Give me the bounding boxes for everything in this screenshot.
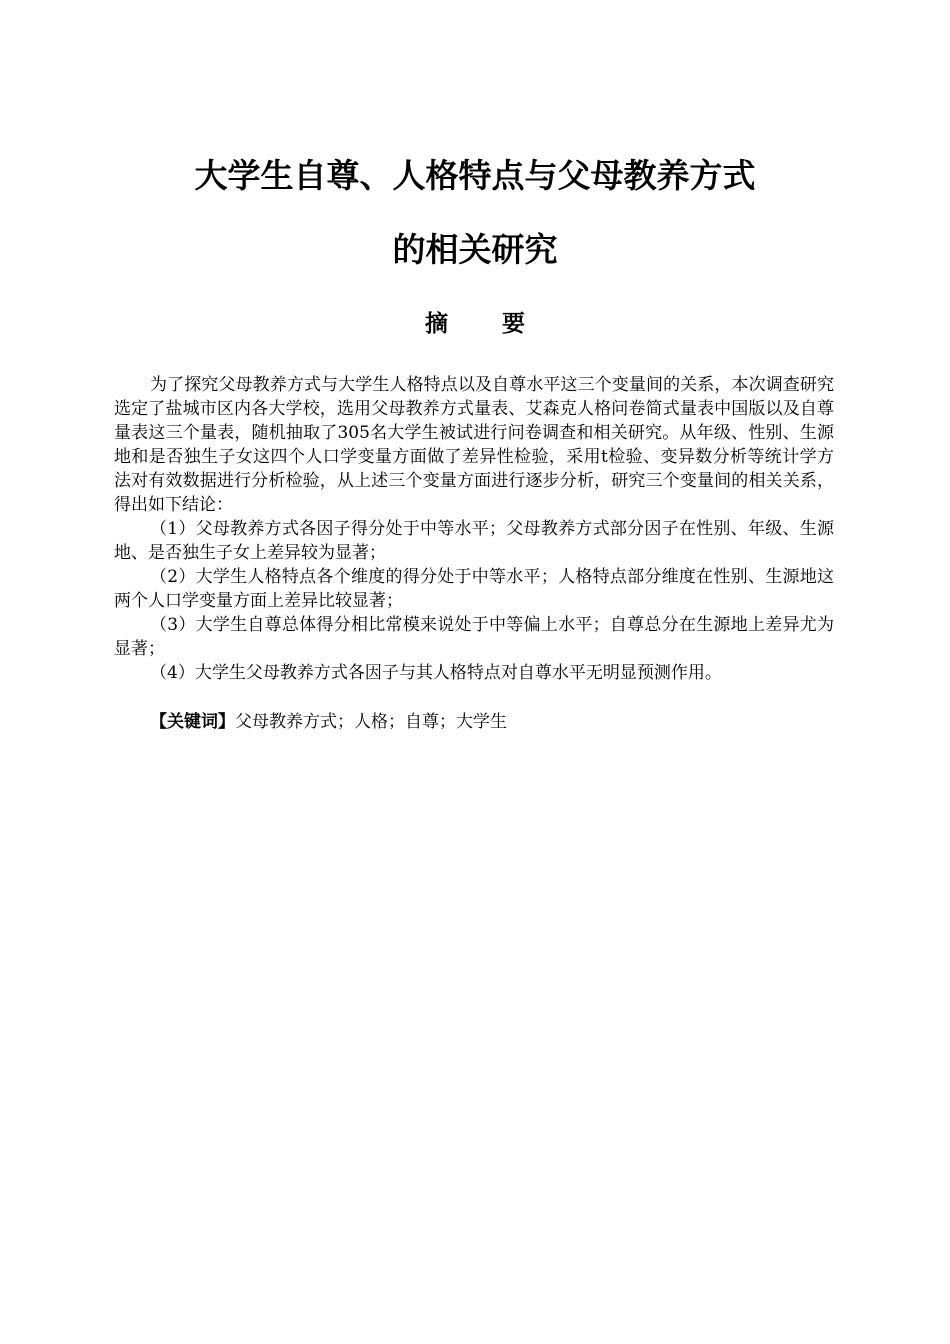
- abstract-body: [114, 373, 834, 685]
- keywords-text: 父母教养方式；人格；自尊；大学生: [235, 712, 507, 732]
- conclusion-item-2: （2）大学生人格特点各个维度的得分处于中等水平；人格特点部分维度在性别、生源地这两个人口学变量方面上差异比较显著；: [114, 567, 834, 611]
- paper-title-line-1: 大学生自尊、人格特点与父母教养方式: [194, 156, 756, 195]
- abstract-heading: [0, 308, 950, 340]
- abstract-heading-char-2: 要: [502, 311, 525, 337]
- abstract-paragraph: 为了探究父母教养方式与大学生人格特点以及自尊水平这三个变量间的关系，本次调查研究选定了盐城市区内各大学校，选用父母教养方式量表、艾森克人格问卷简式量表中国版以及自尊量表这三个量表，随机抽取了305名大学生被试进行问卷调查和相关研究。从年级、性别、生源地和是否独生子女这四个人口学变量方面做了差异性检验，采用t检验、变异数分析等统计学方法对有效数据进行分析检验，从上述三个变量方面进行逐步分析，研究三个变量间的相关关系，得出如下结论：: [114, 375, 834, 515]
- paper-title-line-2: 的相关研究: [392, 230, 558, 269]
- keywords-line: [150, 710, 840, 734]
- abstract-heading-char-1: 摘: [425, 311, 448, 337]
- conclusion-item-4: （4）大学生父母教养方式各因子与其人格特点对自尊水平无明显预测作用。: [150, 663, 722, 683]
- conclusion-item-3: （3）大学生自尊总体得分相比常模来说处于中等偏上水平；自尊总分在生源地上差异尤为显著；: [114, 615, 834, 659]
- conclusion-item-1: （1）父母教养方式各因子得分处于中等水平；父母教养方式部分因子在性别、年级、生源地、是否独生子女上差异较为显著；: [114, 519, 834, 563]
- keywords-label: 【关键词】: [150, 712, 235, 732]
